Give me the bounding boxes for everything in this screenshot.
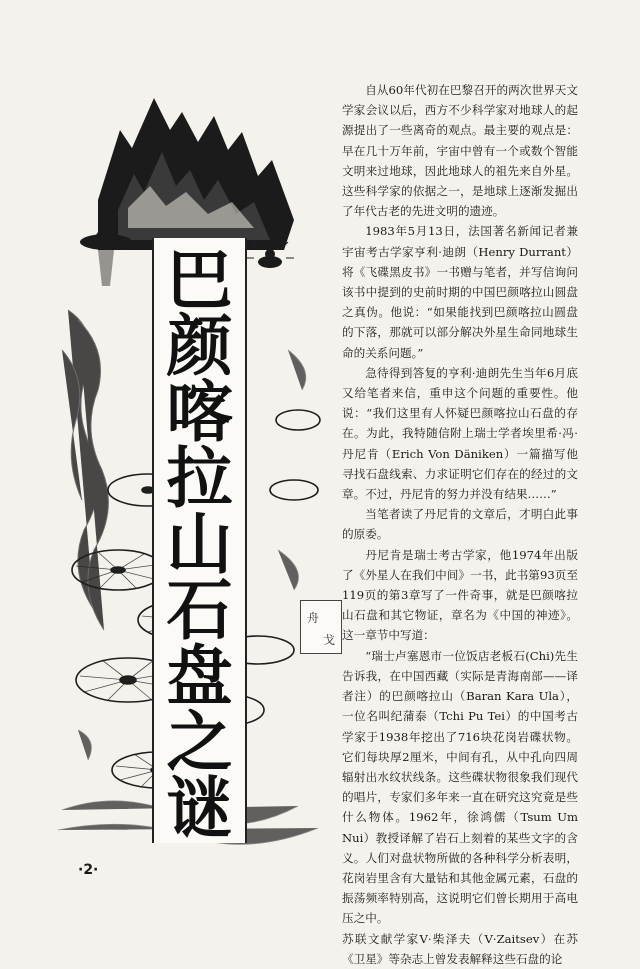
title-char: 拉: [166, 440, 233, 517]
body-paragraph: 当笔者读了丹尼肯的文章后，才明白此事的原委。: [342, 507, 578, 542]
body-paragraph: “瑞士卢塞恩市一位饭店老板石(Chi)先生告诉我，在中国西藏（实际是青海南部——译者注）的巴颜喀拉山（Baran Kara Ula），一位名叫纪蒲泰（Tchi Pu Tei）的中国考古学家于1938年挖出了716块花岗岩碟状物。它们每块厚2厘米，中间有孔，从中孔向四周辐射出水纹状线条。这些碟状物很象我们现代的唱片，专家们多年来一直在研究这究竟是些什么物体。1962年，徐鸿儒（Tsum Um Nui）教授译解了岩石上刻着的某些文字的含义。人们对盘状物所做的各种科学分析表明，花岗岩里含有大量钴和其他金属元素，石盘的振荡频率特别高，这说明它们曾长期用于高电压之中。: [342, 648, 578, 926]
body-paragraph: 丹尼肯是瑞士考古学家，他1974年出版了《外星人在我们中间》一书，此书第93页至119页的第3章写了一件奇事，就是巴颜喀拉山石盘和其它物证，章名为《中国的神迹》。这一章节中写道：: [342, 547, 578, 643]
author-byline: [300, 600, 342, 654]
page-number: ·2·: [78, 862, 99, 878]
title-char: 颜: [166, 308, 233, 385]
title-char: 之: [166, 704, 233, 781]
author-char: 戈: [323, 633, 336, 647]
article-body: [342, 80, 578, 969]
body-paragraph: 苏联文献学家V·柴泽夫（V·Zaitsev）在苏《卫星》等杂志上曾发表解释这些石盘的论: [342, 931, 578, 966]
body-paragraph: 自从60年代初在巴黎召开的两次世界天文学家会议以后，西方不少科学家对地球人的起源提出了一些离奇的观点。最主要的观点是：早在几十万年前，宇宙中曾有一个或数个智能文明来过地球，因此地球人的祖先来自外星。这些科学家的依据之一，是地球上逐渐发掘出了年代古老的先进文明的遗迹。: [342, 83, 578, 219]
body-paragraph: 1983年5月13日，法国著名新闻记者兼宇宙考古学家亨利·迪朗（Henry Durrant）将《飞碟黑皮书》一书赠与笔者，并写信询问该书中提到的史前时期的中国巴颜喀拉山圆盘之真伪。他说：“如果能找到巴颜喀拉山圆盘的下落，那就可以部分解决外星生命同地球生命的关系问题。”: [342, 224, 578, 360]
author-char: 舟: [307, 611, 320, 625]
title-char: 巴: [166, 242, 233, 319]
title-char: 盘: [166, 638, 233, 715]
title-char: 石: [166, 572, 233, 649]
title-char: 山: [166, 506, 233, 583]
title-char: 谜: [166, 770, 233, 847]
title-char: 喀: [166, 374, 233, 451]
body-paragraph: 急待得到答复的亨利·迪朗先生当年6月底又给笔者来信，重申这个问题的重要性。他说：“我们这里有人怀疑巴颜喀拉山石盘的存在。为此，我特随信附上瑞士学者埃里希·冯·丹尼肯（Erich Von Däniken）一篇描写他寻找石盘线索、力求证明它们存在的经过的文章。不过，丹尼肯的努力并没有结果……”: [342, 365, 578, 502]
article-title-vertical: [152, 238, 247, 847]
